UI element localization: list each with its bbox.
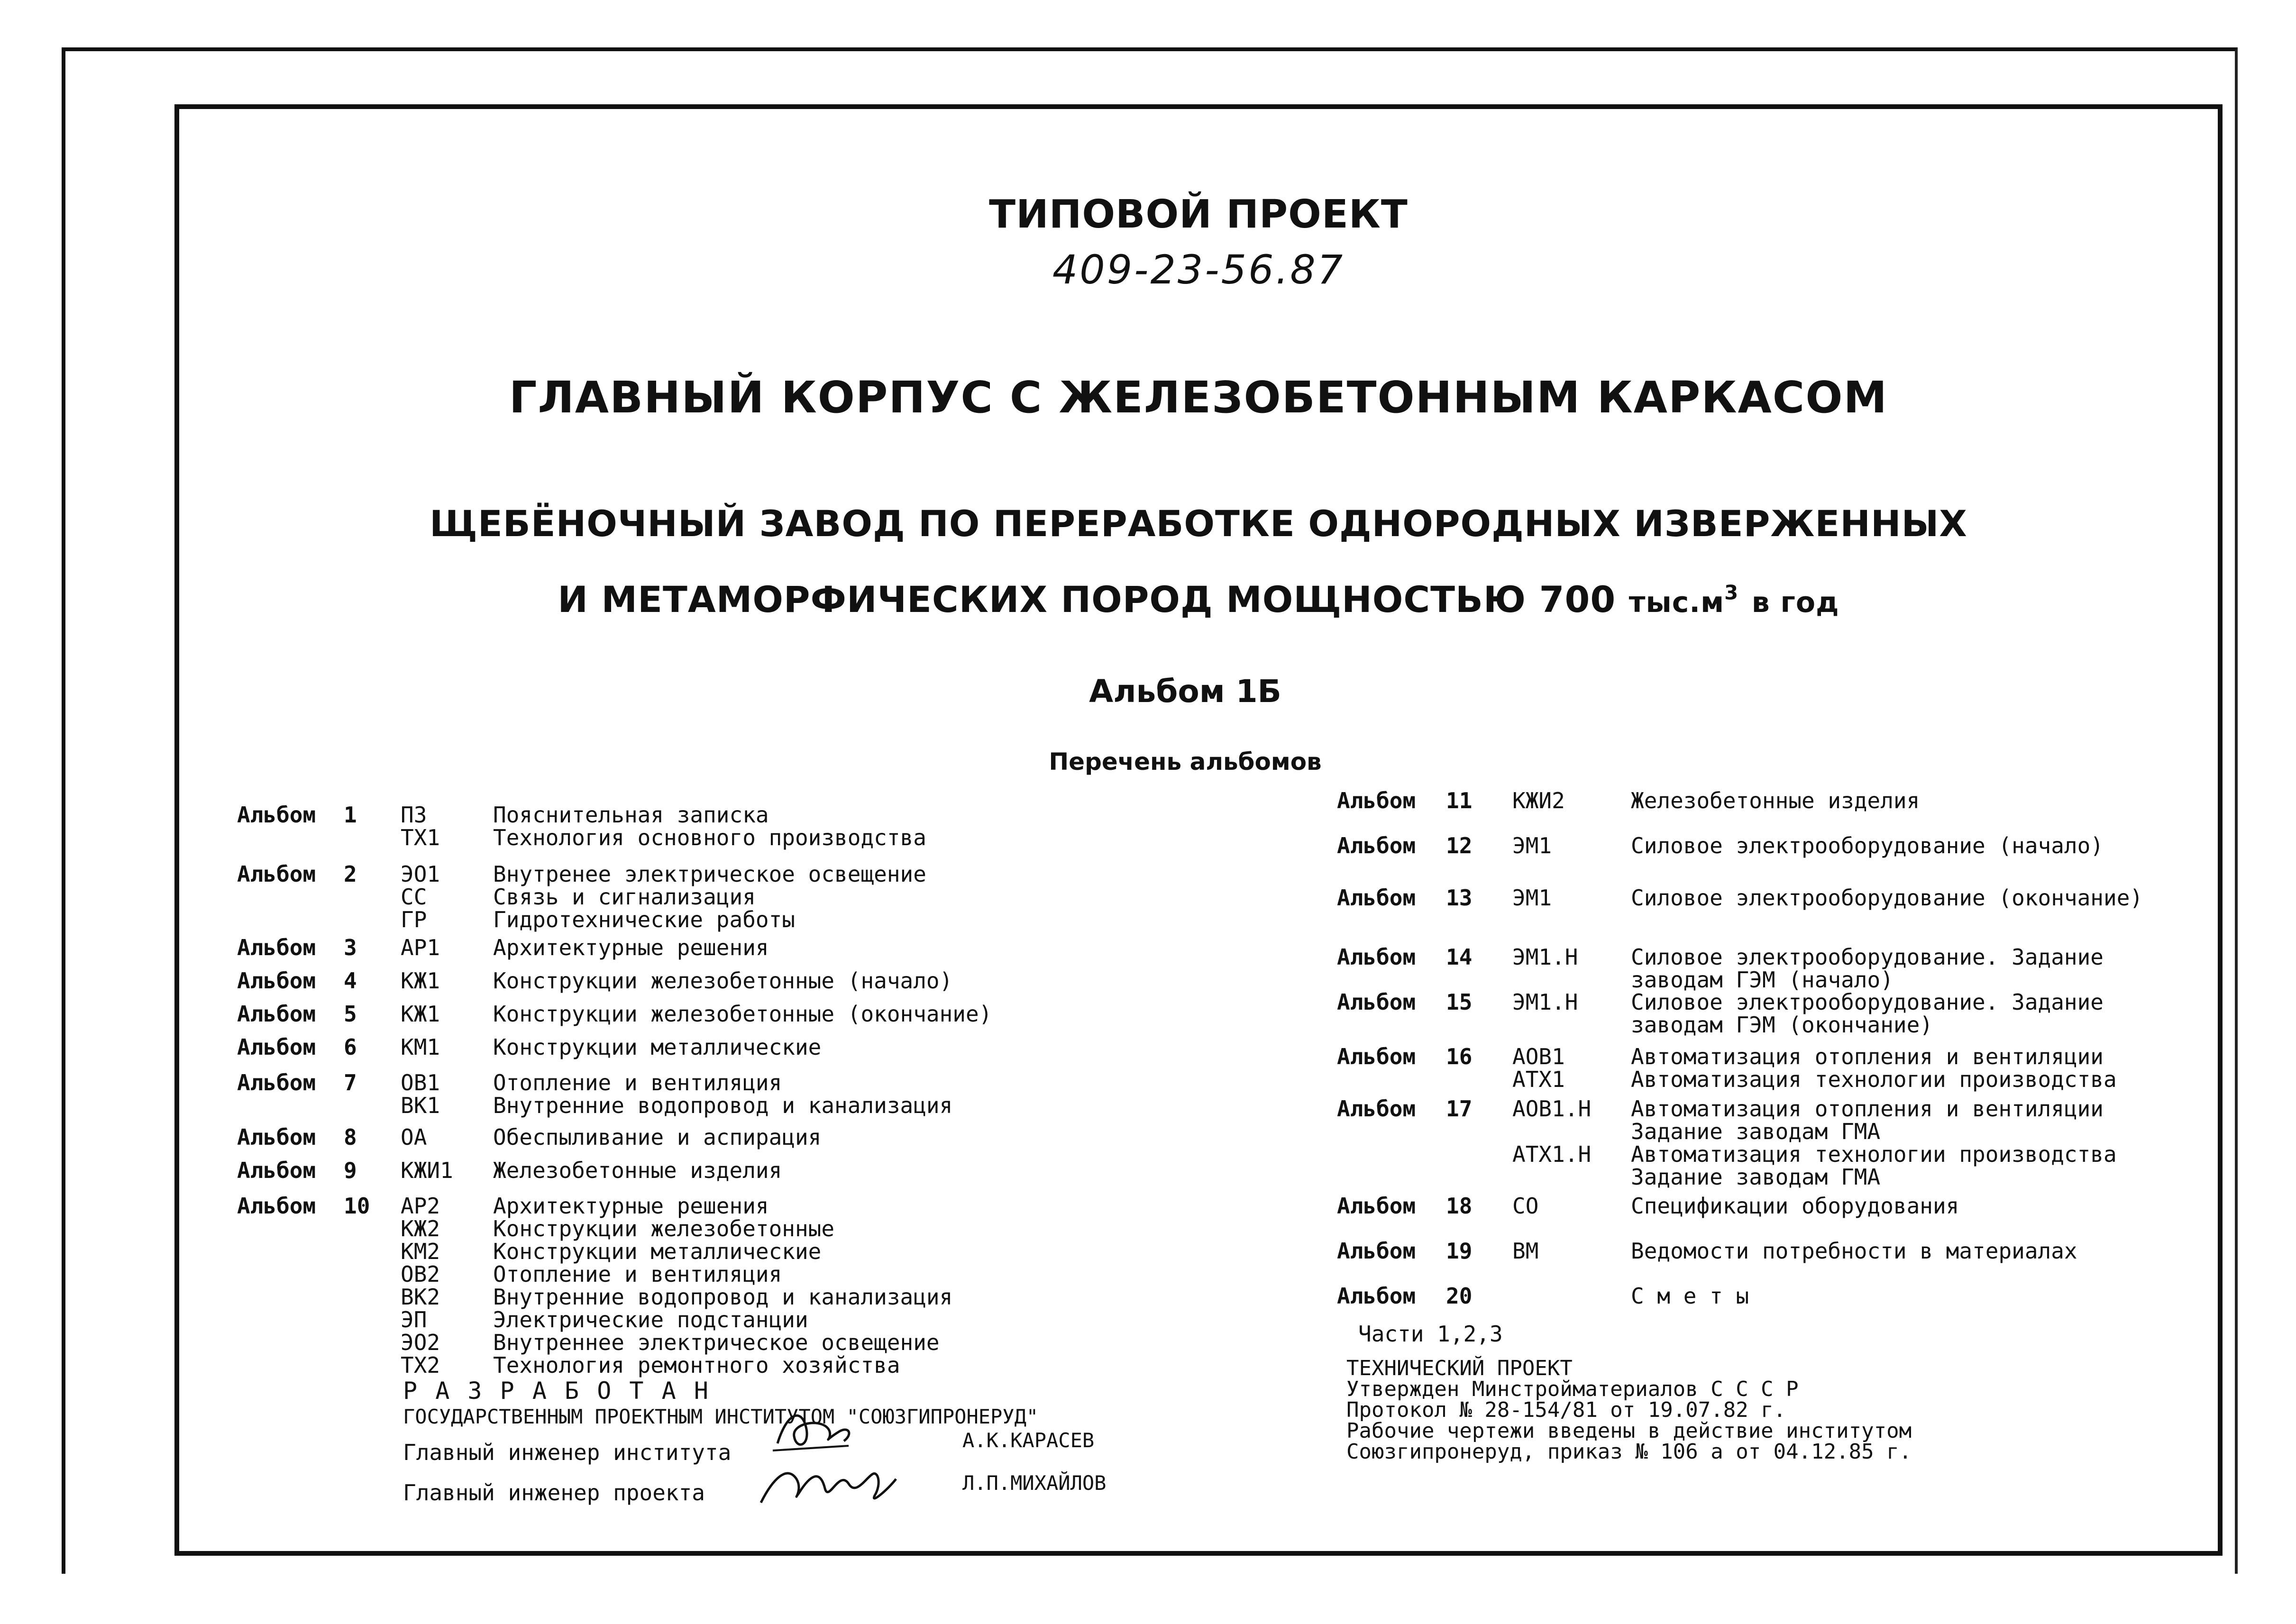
album-codes [401, 1071, 440, 1117]
album-code: ГР [401, 907, 427, 932]
album-title-line: Внутренние водопровод и канализация [493, 1093, 953, 1118]
approval-line-1: ТЕХНИЧЕСКИЙ ПРОЕКТ [1346, 1356, 1573, 1380]
album-title-line: Технология основного производства [493, 825, 926, 850]
album-label: Альбом [237, 1193, 316, 1219]
album-number: 11 [1446, 788, 1473, 813]
inner-frame [174, 104, 2223, 1556]
album-codes [1512, 789, 1565, 812]
album-code: АОВ1 [1512, 1044, 1565, 1069]
album-codes [401, 1195, 440, 1377]
album-number: 10 [344, 1193, 370, 1219]
album-title-line: Пояснительная записка [493, 802, 769, 828]
album-label: Альбом [237, 1124, 316, 1150]
album-code [1512, 968, 1578, 991]
album-number: 5 [344, 1001, 357, 1027]
album-code: КЖИ2 [1512, 788, 1565, 813]
album-codes [1512, 1045, 1565, 1091]
album-title-line: Спецификации оборудования [1631, 1193, 1959, 1219]
project-number: 409-23-56.87 [1052, 246, 1345, 293]
chief-project-name: Л.П.МИХАЙЛОВ [962, 1471, 1107, 1495]
approval-line-4: Рабочие чертежи введены в действие институтом [1346, 1419, 1912, 1443]
album-code: АР1 [401, 935, 440, 960]
album-label: Альбом [1337, 1283, 1416, 1309]
album-code: ВМ [1512, 1238, 1539, 1264]
album-title-line: заводам ГЭМ (окончание) [1631, 1012, 1933, 1038]
albums-list-title: Перечень альбомов [1049, 748, 1322, 776]
album-code: СС [401, 884, 427, 910]
album-titles [1631, 991, 2104, 1036]
album-label: Альбом [1337, 1044, 1416, 1069]
album-titles [1631, 789, 1920, 812]
album-code: КЖИ1 [401, 1158, 453, 1183]
developer-org: ГОСУДАРСТВЕННЫМ ПРОЕКТНЫМ ИНСТИТУТОМ "СОЮЗГИПРОНЕРУД" [403, 1405, 1039, 1428]
album-code: СО [1512, 1193, 1539, 1219]
album-label: Альбом [237, 802, 316, 828]
album-titles [493, 803, 926, 849]
album-number: 4 [344, 968, 357, 994]
album-number: 9 [344, 1158, 357, 1183]
album-title-line: Конструкции металлические [493, 1034, 822, 1060]
album-codes [1512, 834, 1552, 857]
album-title-line: Гидротехнические работы [493, 907, 795, 932]
album-title-line: Архитектурные решения [493, 1193, 769, 1219]
building-title: ГЛАВНЫЙ КОРПУС С ЖЕЛЕЗОБЕТОННЫМ КАРКАСОМ [509, 372, 1888, 423]
album-title-line: Силовое электрооборудование. Задание [1631, 989, 2104, 1015]
album-codes [1512, 1097, 1591, 1188]
album-number: 12 [1446, 833, 1473, 858]
approval-line-3: Протокол № 28-154/81 от 19.07.82 г. [1346, 1398, 1786, 1422]
album-code: ПЗ [401, 802, 427, 828]
album-title-line: Конструкции железобетонные (начало) [493, 968, 953, 994]
album-titles [1631, 1097, 2117, 1188]
album-code: ЭО1 [401, 861, 440, 887]
album-title-line: Задание заводам ГМА [1631, 1119, 1881, 1144]
album-title-line: Силовое электрооборудование (начало) [1631, 833, 2104, 858]
capacity-unit-sup: 3 [1724, 581, 1739, 604]
album-label: Альбом [1337, 1193, 1416, 1219]
album-label: Альбом [1337, 944, 1416, 970]
album-code: КЖ1 [401, 968, 440, 994]
album-title-line: Отопление и вентиляция [493, 1261, 782, 1287]
album-title-line: С м е т ы [1631, 1283, 1749, 1309]
album-titles [493, 1195, 952, 1377]
album-label: Альбом [1337, 788, 1416, 813]
album-codes [401, 863, 440, 931]
album-code: КМ1 [401, 1034, 440, 1060]
album-title-line: Автоматизация отопления и вентиляции [1631, 1096, 2104, 1122]
album-number: 8 [344, 1124, 357, 1150]
album-label: Альбом [237, 968, 316, 994]
developer-heading: Р А З Р А Б О Т А Н [403, 1377, 710, 1405]
album-title-line: Электрические подстанции [493, 1307, 808, 1332]
album-code: ТХ2 [401, 1352, 440, 1378]
album-title-line: Автоматизация отопления и вентиляции [1631, 1044, 2104, 1069]
album-title-line: Конструкции железобетонные [493, 1216, 835, 1241]
album-label: Альбом [1337, 989, 1416, 1015]
album-number: 17 [1446, 1096, 1473, 1122]
album-title-line: Железобетонные изделия [1631, 788, 1920, 813]
album-number: 13 [1446, 885, 1473, 911]
album-titles [493, 863, 926, 931]
album-number: 1 [344, 802, 357, 828]
album-codes [401, 1159, 453, 1182]
album-label: Альбом [237, 935, 316, 960]
album-code: ЭО2 [401, 1330, 440, 1355]
album-code: КМ2 [401, 1239, 440, 1264]
project-label: ТИПОВОЙ ПРОЕКТ [989, 192, 1408, 237]
album-label: Альбом [237, 1034, 316, 1060]
album-titles [493, 1036, 821, 1058]
album-codes [401, 936, 440, 959]
album-number: 16 [1446, 1044, 1473, 1069]
album-code: ВК2 [401, 1284, 440, 1310]
album-title-line: Автоматизация технологии производства [1631, 1141, 2117, 1167]
album-number: 2 [344, 861, 357, 887]
album-title-line: Технология ремонтного хозяйства [493, 1352, 900, 1378]
album-titles [1631, 886, 2143, 909]
album-codes [401, 1003, 440, 1025]
album-label: Альбом [237, 861, 316, 887]
album-code: ЭМ1.Н [1512, 989, 1578, 1015]
album-title-line: Силовое электрооборудование (окончание) [1631, 885, 2143, 911]
album-number: 20 [1446, 1283, 1473, 1309]
plant-title-text: И МЕТАМОРФИЧЕСКИХ ПОРОД МОЩНОСТЬЮ 700 [558, 578, 1616, 620]
album-titles [493, 1159, 782, 1182]
album-titles [493, 1126, 821, 1149]
signature-project-graphic [754, 1451, 906, 1517]
album-code: ЭП [401, 1307, 427, 1332]
approval-block [1346, 1358, 1912, 1462]
approval-line-2: Утвержден Минстройматериалов С С С Р [1346, 1377, 1799, 1401]
approval-line-5: Союзгипронеруд, приказ № 106 а от 04.12.85 г. [1346, 1440, 1912, 1464]
album-titles [1631, 1285, 1749, 1307]
album-title-line: Ведомости потребности в материалах [1631, 1238, 2077, 1264]
album-code: КЖ1 [401, 1001, 440, 1027]
album-code [1512, 1120, 1591, 1143]
album-codes [401, 803, 440, 849]
album-number: 19 [1446, 1238, 1473, 1264]
album-label: Альбом [1337, 1238, 1416, 1264]
album-code [1512, 1013, 1578, 1036]
album-codes [401, 969, 440, 992]
album-title-line: Силовое электрооборудование. Задание [1631, 944, 2104, 970]
album-code: АТХ1.Н [1512, 1141, 1592, 1167]
album-titles [1631, 834, 2104, 857]
album-titles [1631, 1240, 2077, 1262]
album-number: 6 [344, 1034, 357, 1060]
album-title-line: заводам ГЭМ (начало) [1631, 967, 1894, 993]
album-title-line: Внутренние водопровод и канализация [493, 1284, 953, 1310]
album-title-line: Связь и сигнализация [493, 884, 756, 910]
album-titles [1631, 1045, 2117, 1091]
album-code: ОВ2 [401, 1261, 440, 1287]
album-code [1512, 1166, 1591, 1188]
plant-title-line-1: ЩЕБЁНОЧНЫЙ ЗАВОД ПО ПЕРЕРАБОТКЕ ОДНОРОДНЫХ ИЗВЕРЖЕННЫХ [430, 502, 1967, 545]
chief-institute-name: А.К.КАРАСЕВ [962, 1429, 1095, 1452]
album-title-line: Обеспыливание и аспирация [493, 1124, 822, 1150]
album-code: ЭМ1 [1512, 833, 1552, 858]
album-titles [493, 1071, 952, 1117]
album-titles [493, 936, 769, 959]
album-label: Альбом [237, 1158, 316, 1183]
album-code: ВК1 [401, 1093, 440, 1118]
album-codes [1512, 1195, 1538, 1217]
album-label: Альбом [1337, 1096, 1416, 1122]
album-title-line: Внутреннее электрическое освещение [493, 1330, 940, 1355]
album-titles [493, 1003, 992, 1025]
album-code: АР2 [401, 1193, 440, 1219]
album-title-line: Конструкции металлические [493, 1239, 822, 1264]
album-title-line: Внутренее электрическое освещение [493, 861, 926, 887]
album-code: АОВ1.Н [1512, 1096, 1592, 1122]
album-label: Альбом [237, 1070, 316, 1095]
album-label: Альбом [1337, 885, 1416, 911]
album-code: КЖ2 [401, 1216, 440, 1241]
album-codes [1512, 946, 1578, 991]
album-label: Альбом [1337, 833, 1416, 858]
album-titles [1631, 946, 2104, 991]
album-number: 18 [1446, 1193, 1473, 1219]
album-code: ОВ1 [401, 1070, 440, 1095]
album-label: Альбом [237, 1001, 316, 1027]
capacity-unit: тыс.м [1628, 586, 1725, 619]
album-codes [1512, 1240, 1538, 1262]
album-codes [1512, 991, 1578, 1036]
album-code: ЭМ1.Н [1512, 944, 1578, 970]
parts-note: Части 1,2,3 [1358, 1321, 1503, 1347]
album-title-line: Архитектурные решения [493, 935, 769, 960]
album-code: ОА [401, 1124, 427, 1150]
album-number: 3 [344, 935, 357, 960]
album-number: 7 [344, 1070, 357, 1095]
album-title-line: Железобетонные изделия [493, 1158, 782, 1183]
album-codes [401, 1036, 440, 1058]
album-title-line: Конструкции железобетонные (окончание) [493, 1001, 992, 1027]
album-titles [1631, 1195, 1959, 1217]
album-title-line: Автоматизация технологии производства [1631, 1067, 2117, 1092]
album-codes [401, 1126, 427, 1149]
chief-institute-role: Главный инженер института [403, 1440, 732, 1465]
album-code: ЭМ1 [1512, 885, 1552, 911]
album-codes [1512, 886, 1552, 909]
album-title-line: Отопление и вентиляция [493, 1070, 782, 1095]
album-titles [493, 969, 952, 992]
album-number: 15 [1446, 989, 1473, 1015]
chief-project-role: Главный инженер проекта [403, 1480, 705, 1505]
album-title: Альбом 1Б [1089, 673, 1281, 710]
album-number: 14 [1446, 944, 1473, 970]
plant-title-line-2 [174, 578, 2223, 620]
album-code: АТХ1 [1512, 1067, 1565, 1092]
album-code: ТХ1 [401, 825, 440, 850]
capacity-tail: в год [1751, 586, 1839, 619]
album-title-line: Задание заводам ГМА [1631, 1164, 1881, 1190]
